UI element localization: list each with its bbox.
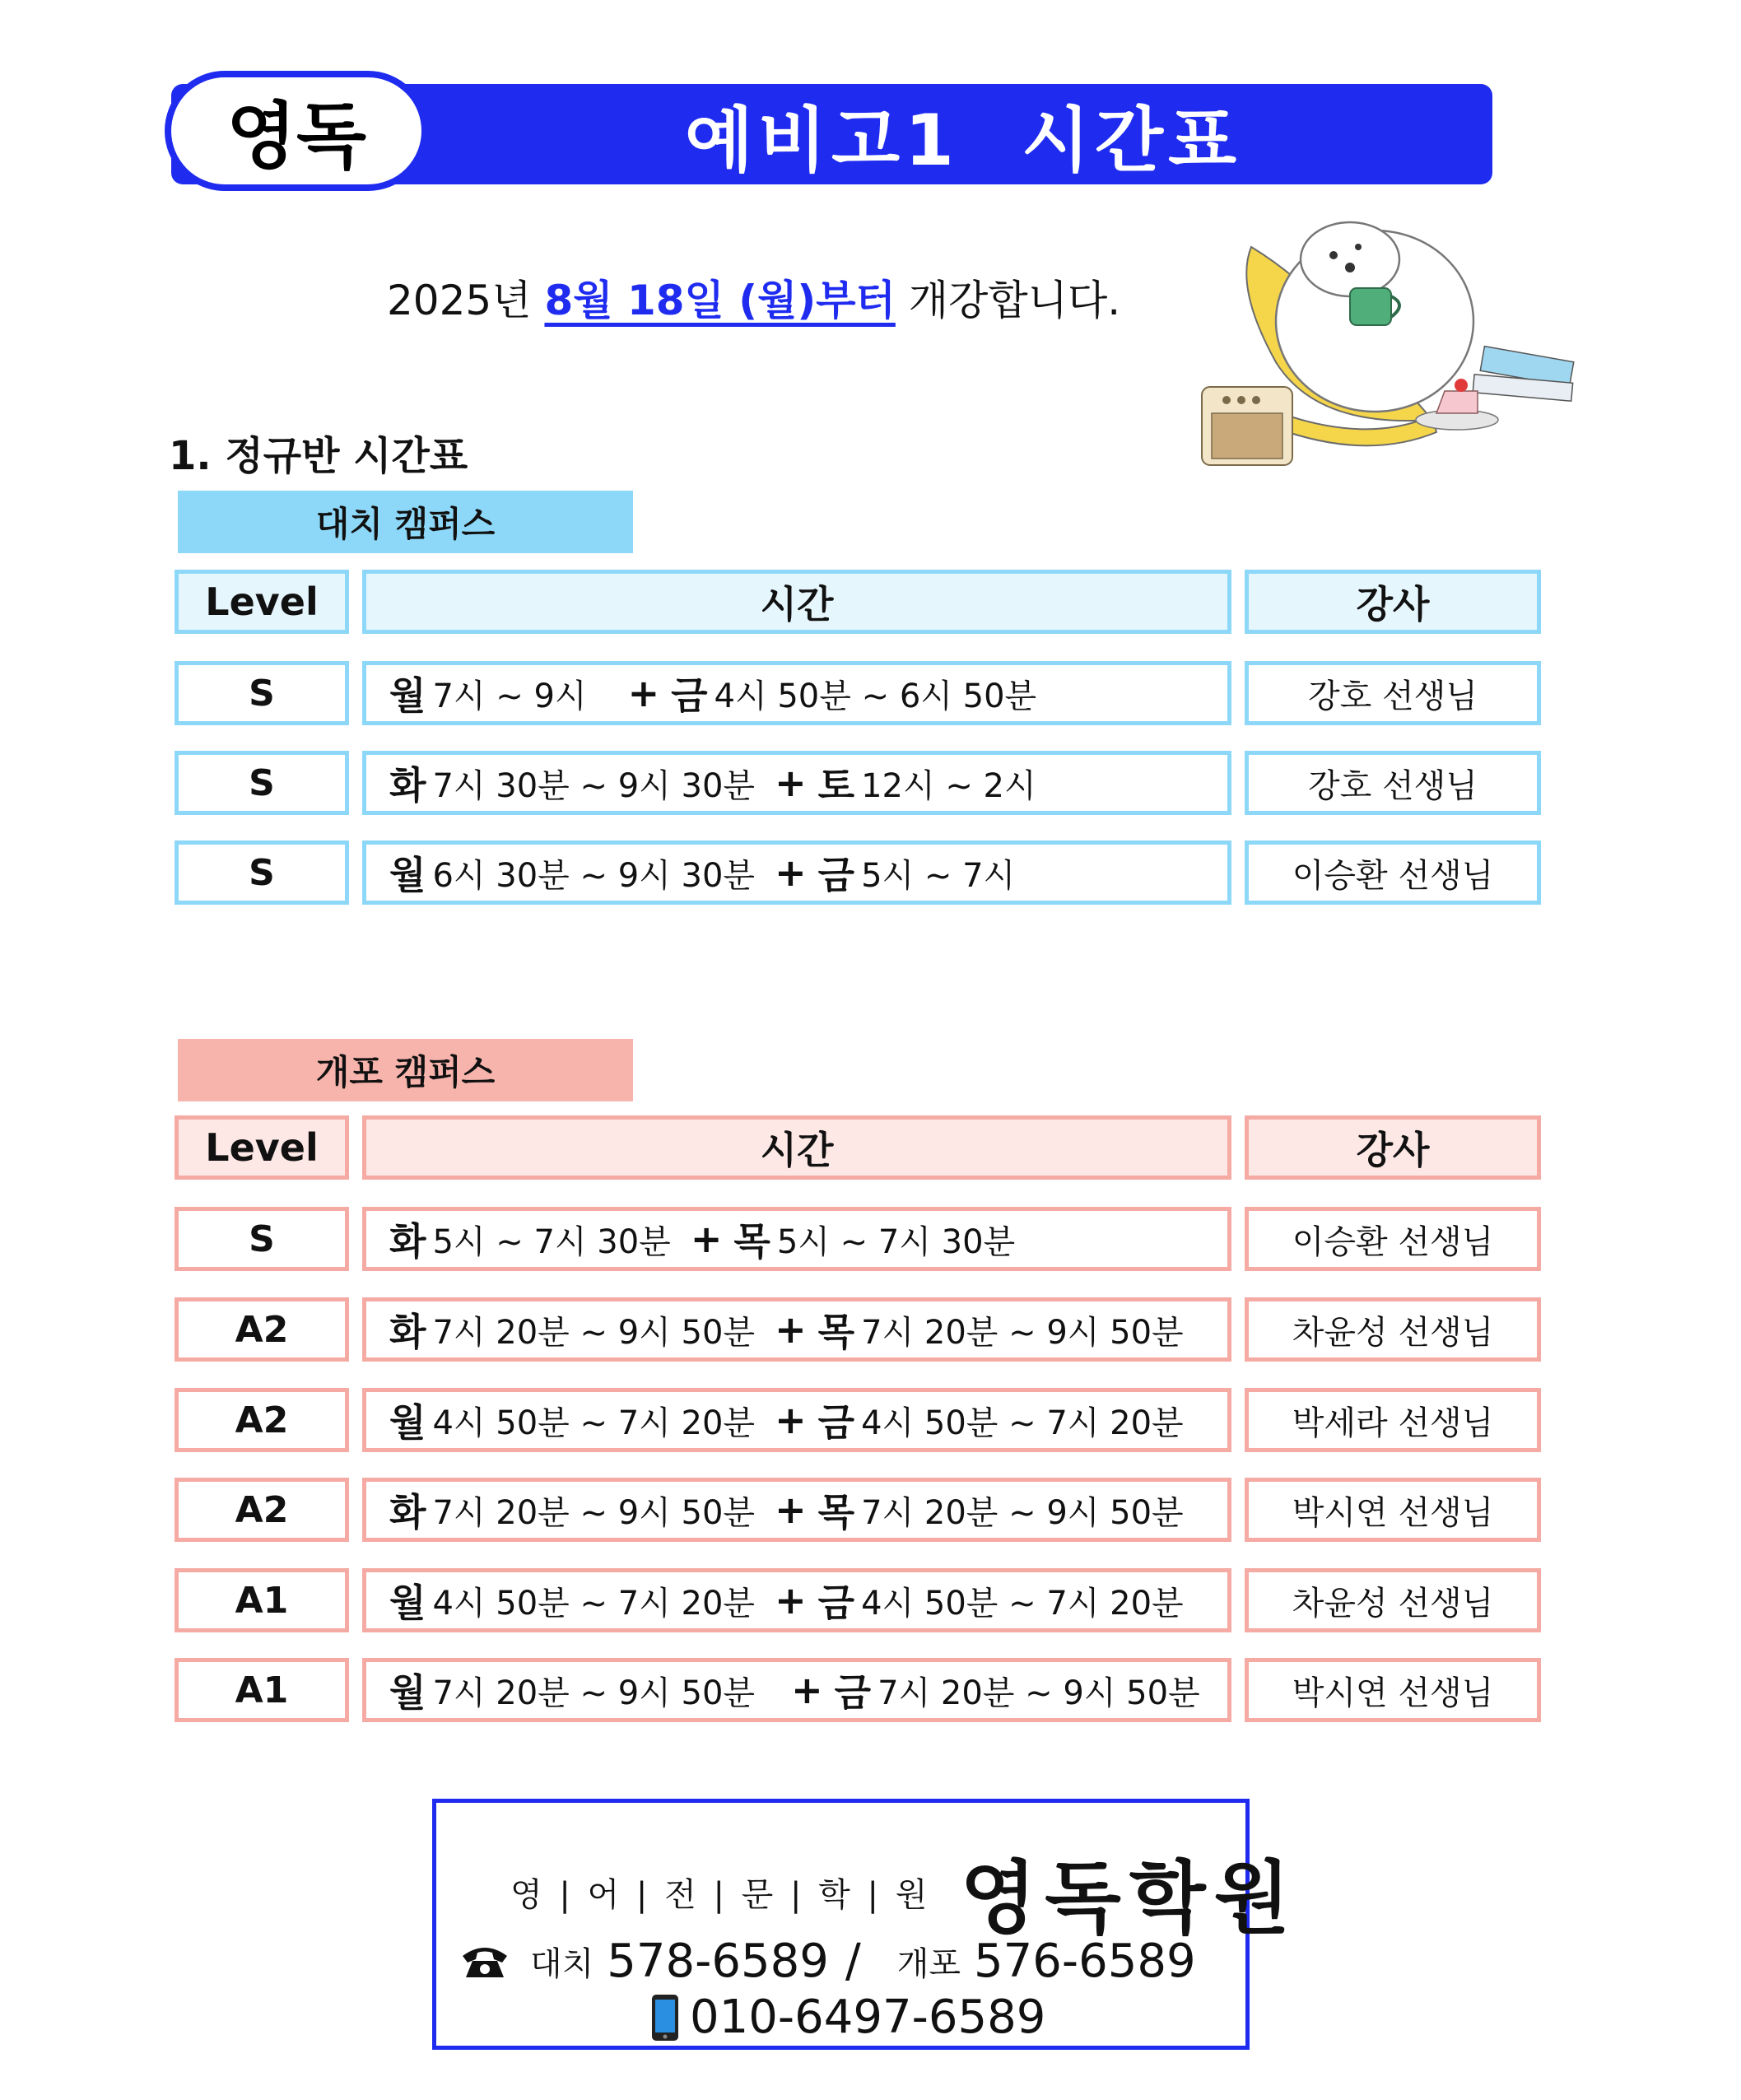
- header-level: Level: [175, 1115, 349, 1180]
- day-label: 화: [389, 763, 426, 808]
- time-cell: [362, 1297, 1231, 1362]
- phone-line: [459, 1935, 1196, 1988]
- table-row: [175, 661, 1541, 725]
- table-row: [175, 1207, 1541, 1271]
- gaepo-table-header: [175, 1115, 1541, 1180]
- table-row: [175, 1568, 1541, 1632]
- level-cell: A2: [175, 1297, 349, 1362]
- day-label: 금: [834, 1670, 872, 1715]
- mobile-line: [650, 1991, 1045, 2044]
- teacher-cell: 박시연 선생님: [1245, 1478, 1541, 1542]
- gaepo-phone-number[interactable]: 576-6589: [974, 1935, 1196, 1988]
- day-label: 목: [733, 1219, 770, 1264]
- time-range: 7시 20분 ~ 9시 50분: [877, 1674, 1200, 1712]
- dog-illustration: [1185, 198, 1613, 494]
- header-level: Level: [175, 570, 349, 634]
- teacher-cell: 박시연 선생님: [1245, 1658, 1541, 1722]
- time-range: 4시 50분 ~ 7시 20분: [861, 1584, 1184, 1623]
- header-teacher: 강사: [1245, 570, 1541, 634]
- time-range: 6시 30분 ~ 9시 30분: [432, 856, 756, 895]
- day-label: 목: [817, 1490, 855, 1534]
- header-badge: 영독: [165, 71, 428, 191]
- teacher-cell: 강호 선생님: [1245, 661, 1541, 725]
- daechi-table-header: [175, 570, 1541, 634]
- teacher-cell: 차윤성 선생님: [1245, 1297, 1541, 1362]
- plus-sign: +: [775, 1578, 807, 1623]
- day-label: 월: [389, 1581, 426, 1625]
- daechi-phone-number[interactable]: 578-6589: [607, 1935, 829, 1988]
- time-range: 7시 20분 ~ 9시 50분: [432, 1493, 756, 1532]
- table-row: [175, 1297, 1541, 1362]
- opening-prefix: 2025년: [387, 277, 532, 324]
- time-range: 7시 20분 ~ 9시 50분: [432, 1313, 756, 1352]
- time-range: 7시 30분 ~ 9시 30분: [432, 766, 756, 805]
- day-label: 금: [671, 673, 708, 718]
- opening-date: 8월 18일 (월)부터: [544, 277, 896, 324]
- day-label: 월: [389, 853, 426, 897]
- level-cell: S: [175, 661, 349, 725]
- section-heading: 1. 정규반 시간표: [169, 433, 468, 479]
- day-label: 월: [389, 673, 426, 718]
- day-label: 금: [817, 1581, 855, 1625]
- teacher-cell: 이승환 선생님: [1245, 1207, 1541, 1271]
- teacher-cell: 강호 선생님: [1245, 751, 1541, 815]
- plus-sign: +: [627, 671, 660, 715]
- time-range: 4시 50분 ~ 6시 50분: [714, 677, 1037, 715]
- header-time: 시간: [362, 570, 1231, 634]
- time-range: 7시 ~ 9시: [432, 677, 587, 715]
- day-label: 화: [389, 1490, 426, 1534]
- page-title: 예비고1 시간표: [684, 100, 1242, 182]
- mobile-phone-icon: [650, 1993, 680, 2042]
- time-range: 7시 20분 ~ 9시 50분: [861, 1313, 1184, 1352]
- gaepo-phone-label: 개포: [896, 1945, 961, 1983]
- plus-sign: +: [775, 761, 807, 805]
- table-row: [175, 1388, 1541, 1452]
- table-row: [175, 751, 1541, 815]
- teacher-cell: 차윤성 선생님: [1245, 1568, 1541, 1632]
- plus-sign: +: [775, 850, 807, 895]
- campus-label-gaepo: 개포 캠퍼스: [178, 1039, 633, 1101]
- level-cell: A1: [175, 1568, 349, 1632]
- plus-sign: +: [775, 1488, 807, 1532]
- time-range: 5시 ~ 7시: [861, 856, 1016, 895]
- level-cell: A2: [175, 1388, 349, 1452]
- teacher-cell: 박세라 선생님: [1245, 1388, 1541, 1452]
- time-cell: [362, 1388, 1231, 1452]
- level-cell: S: [175, 840, 349, 905]
- plus-sign: +: [690, 1217, 723, 1261]
- day-label: 월: [389, 1670, 426, 1715]
- teacher-cell: 이승환 선생님: [1245, 840, 1541, 905]
- header-teacher: 강사: [1245, 1115, 1541, 1180]
- level-cell: A2: [175, 1478, 349, 1542]
- header-time: 시간: [362, 1115, 1231, 1180]
- day-label: 화: [389, 1219, 426, 1264]
- time-range: 7시 20분 ~ 9시 50분: [432, 1674, 756, 1712]
- opening-notice: [387, 268, 1120, 327]
- time-range: 5시 ~ 7시 30분: [776, 1222, 1016, 1261]
- phone-separator: /: [845, 1935, 861, 1988]
- table-row: [175, 840, 1541, 905]
- time-range: 4시 50분 ~ 7시 20분: [432, 1584, 756, 1623]
- time-cell: [362, 840, 1231, 905]
- time-cell: [362, 1658, 1231, 1722]
- time-range: 7시 20분 ~ 9시 50분: [861, 1493, 1184, 1532]
- time-cell: [362, 1207, 1231, 1271]
- campus-label-daechi: 대치 캠퍼스: [178, 491, 633, 553]
- day-label: 토: [817, 763, 855, 808]
- time-cell: [362, 1568, 1231, 1632]
- time-range: 4시 50분 ~ 7시 20분: [861, 1404, 1184, 1442]
- plus-sign: +: [791, 1668, 823, 1712]
- opening-suffix: 개강합니다.: [908, 277, 1121, 324]
- academy-subtitle: 영 | 어 | 전 | 문 | 학 | 원: [510, 1876, 931, 1914]
- mobile-number[interactable]: 010-6497-6589: [690, 1991, 1046, 2044]
- day-label: 목: [817, 1310, 855, 1354]
- time-range: 5시 ~ 7시 30분: [432, 1222, 671, 1261]
- plus-sign: +: [775, 1398, 807, 1442]
- time-cell: [362, 751, 1231, 815]
- level-cell: S: [175, 1207, 349, 1271]
- contact-box: [432, 1799, 1299, 2050]
- level-cell: A1: [175, 1658, 349, 1722]
- day-label: 금: [817, 853, 855, 897]
- level-cell: S: [175, 751, 349, 815]
- time-range: 4시 50분 ~ 7시 20분: [432, 1404, 756, 1442]
- plus-sign: +: [775, 1307, 807, 1352]
- daechi-phone-label: 대치: [530, 1945, 594, 1983]
- table-row: [175, 1478, 1541, 1542]
- telephone-icon: [459, 1943, 510, 1981]
- academy-name-line: [510, 1836, 1298, 1949]
- table-row: [175, 1658, 1541, 1722]
- day-label: 금: [817, 1400, 855, 1445]
- academy-name: 영독학원: [960, 1851, 1299, 1944]
- time-range: 12시 ~ 2시: [861, 766, 1036, 805]
- time-cell: [362, 661, 1231, 725]
- time-cell: [362, 1478, 1231, 1542]
- day-label: 화: [389, 1310, 426, 1354]
- day-label: 월: [389, 1400, 426, 1445]
